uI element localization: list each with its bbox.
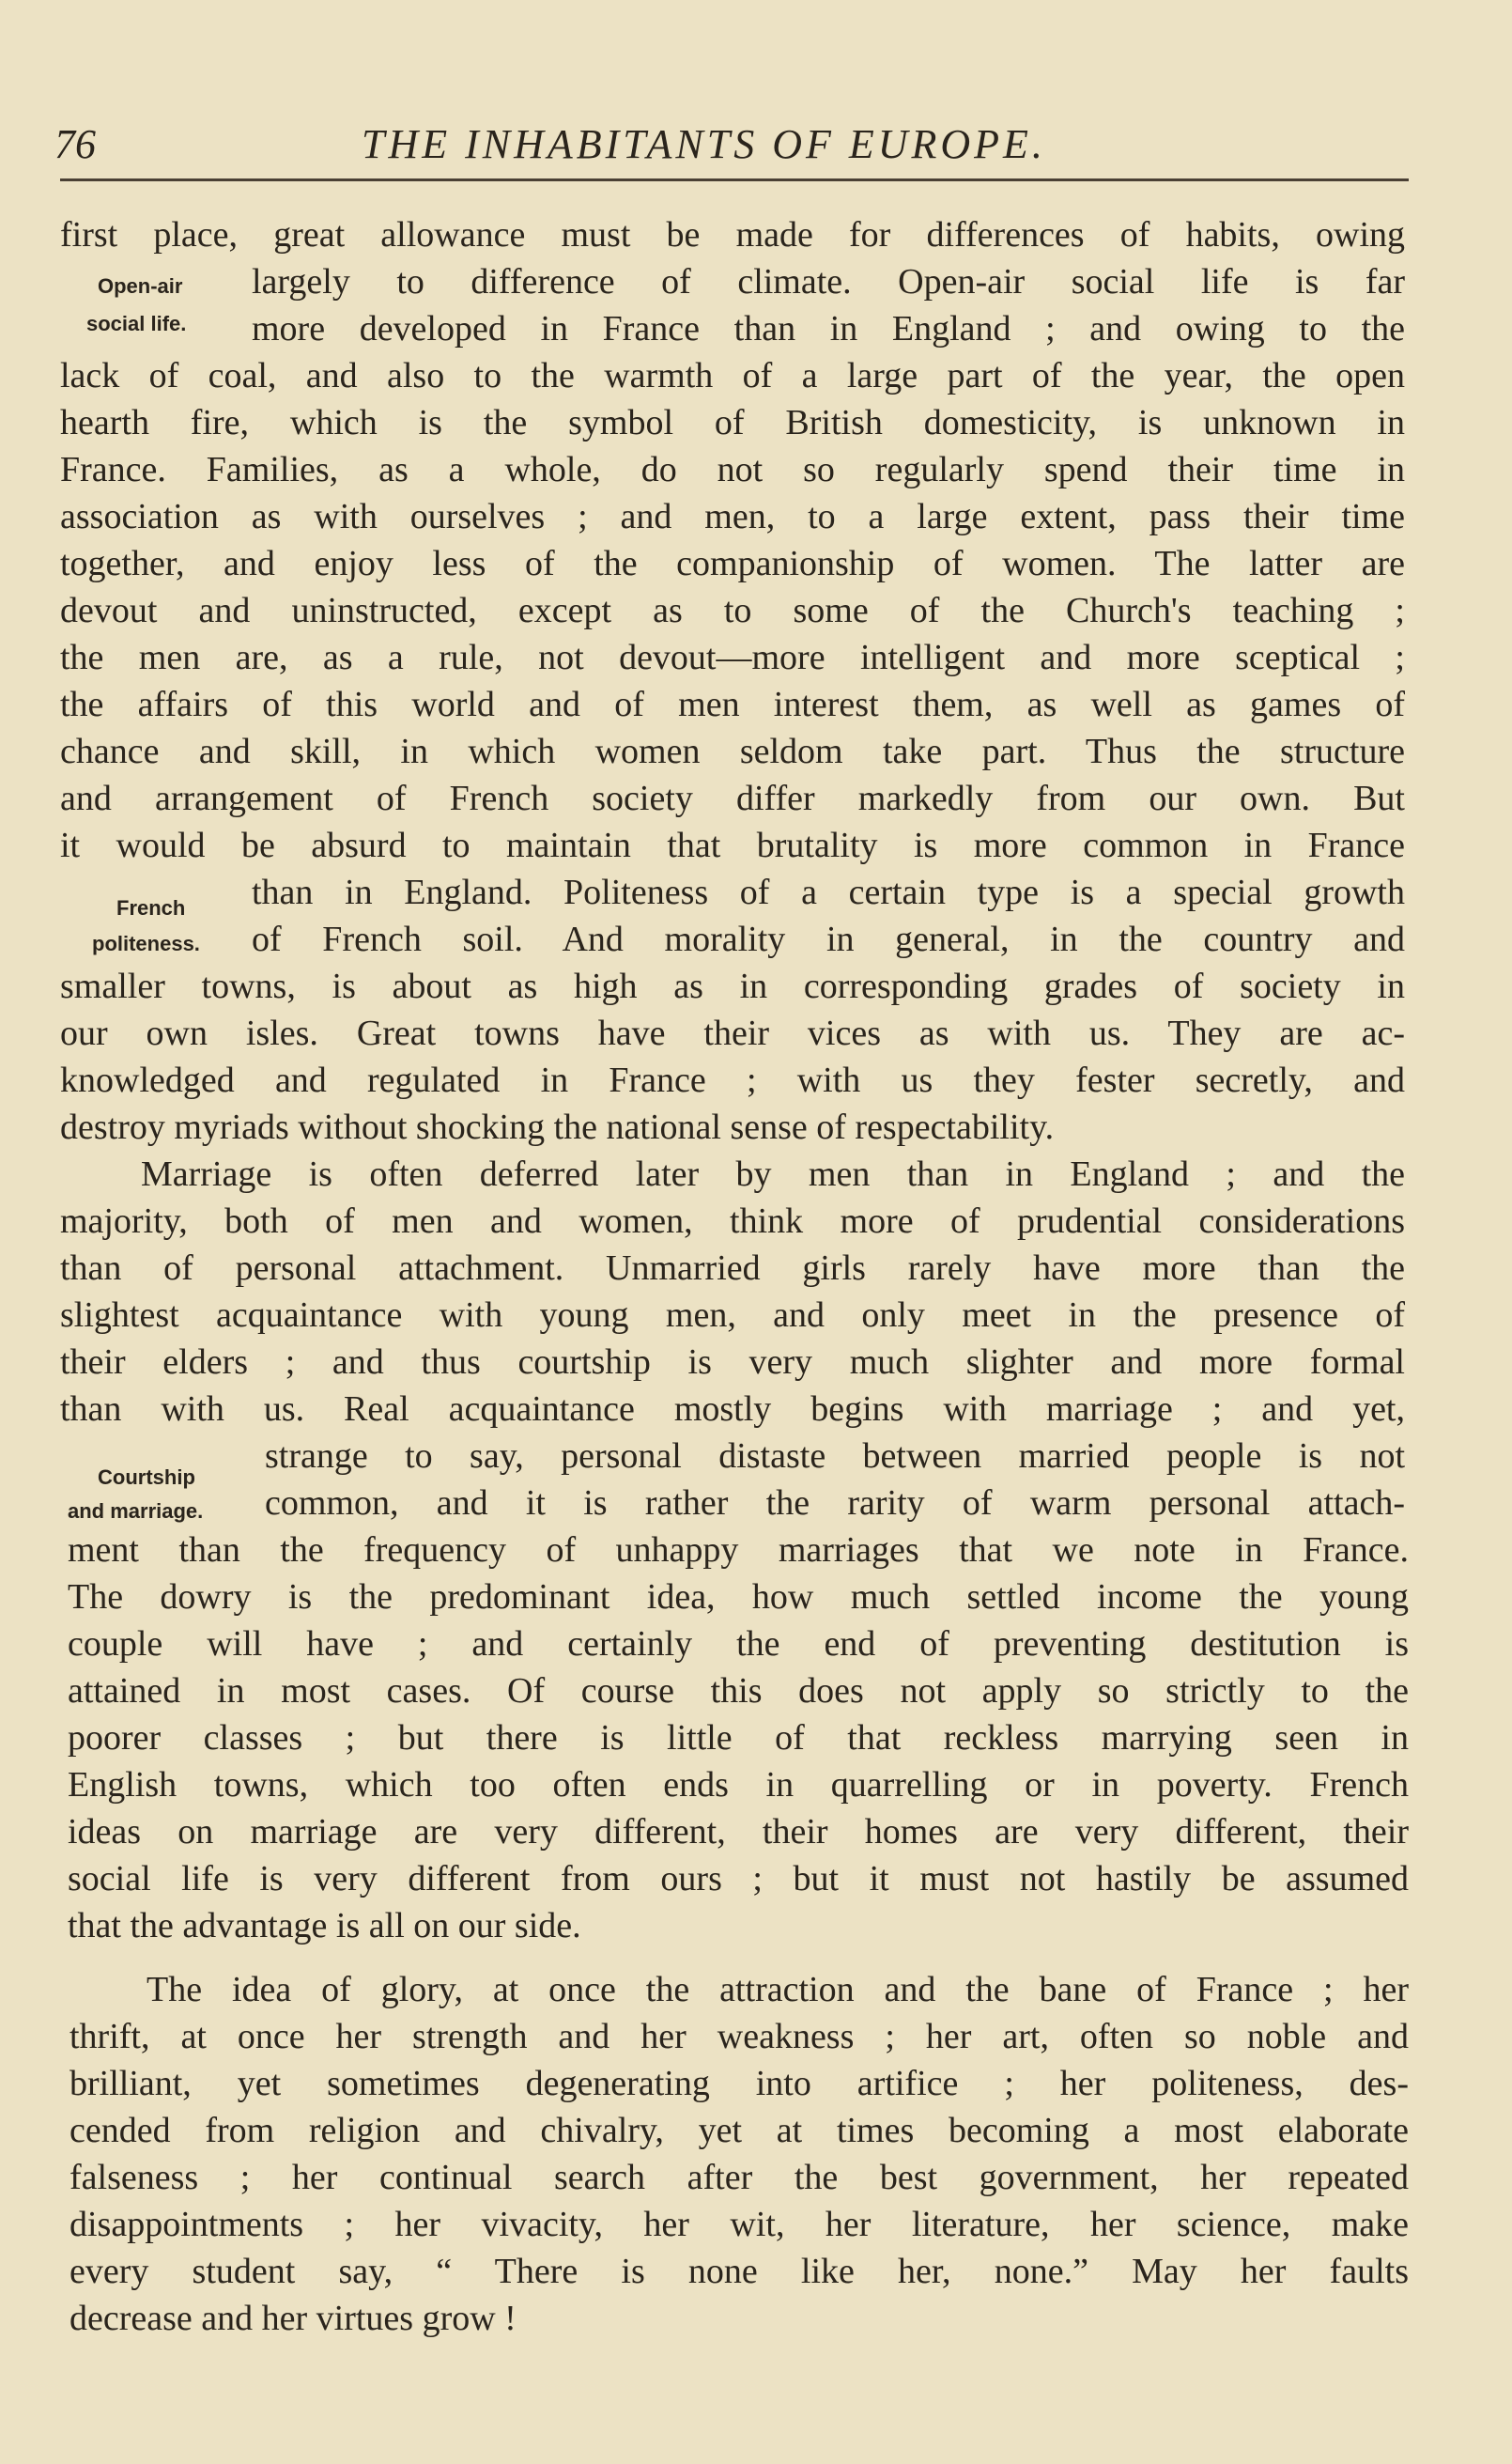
text-line: and arrangement of French society differ markedly from our own. But <box>60 779 1405 818</box>
text-line: poorer classes ; but there is little of that reckless marrying seen in <box>68 1718 1409 1758</box>
text-line: social life is very different from ours ; but it must not hastily be assumed <box>68 1859 1409 1898</box>
text-line: every student say, “ There is none like her, none.” May her faults <box>69 2252 1409 2291</box>
sidenote-politeness: politeness. <box>92 932 200 955</box>
text-line: their elders ; and thus courtship is very much slighter and more formal <box>60 1342 1405 1382</box>
text-line: slightest acquaintance with young men, and only meet in the presence of <box>60 1295 1405 1335</box>
text-line: devout and uninstructed, except as to some of the Church's teaching ; <box>60 591 1405 630</box>
text-line: knowledged and regulated in France ; with us they fester secretly, and <box>60 1061 1405 1100</box>
text-line: decrease and her virtues grow ! <box>69 2299 517 2338</box>
text-line: destroy myriads without shocking the national sense of respectability. <box>60 1108 1055 1147</box>
text-line: strange to say, personal distaste between married people is not <box>265 1436 1405 1476</box>
text-line: first place, great allowance must be made for differences of habits, owing <box>60 215 1405 255</box>
text-line: ment than the frequency of unhappy marriages that we note in France. <box>68 1530 1409 1570</box>
sidenote-french: French <box>116 896 186 920</box>
text-line: couple will have ; and certainly the end of preventing destitution is <box>68 1624 1409 1664</box>
text-line: that the advantage is all on our side. <box>68 1906 581 1945</box>
text-line: than of personal attachment. Unmarried girls rarely have more than the <box>60 1248 1405 1288</box>
text-line: chance and skill, in which women seldom take part. Thus the structure <box>60 732 1405 771</box>
text-line: more developed in France than in England ; and owing to the <box>252 309 1405 349</box>
text-line: attained in most cases. Of course this does not apply so strictly to the <box>68 1671 1409 1711</box>
text-line: than with us. Real acquaintance mostly begins with marriage ; and yet, <box>60 1389 1405 1429</box>
sidenote-courtship: Courtship <box>98 1465 195 1489</box>
text-line: cended from religion and chivalry, yet at times becoming a most elaborate <box>69 2111 1409 2150</box>
text-line: brilliant, yet sometimes degenerating into artifice ; her politeness, des- <box>69 2064 1409 2103</box>
text-line: The dowry is the predominant idea, how much settled income the young <box>68 1577 1409 1617</box>
running-title: THE INHABITANTS OF EUROPE. <box>362 121 1046 167</box>
text-line: smaller towns, is about as high as in corresponding grades of society in <box>60 967 1405 1006</box>
text-line: together, and enjoy less of the companionship of women. The latter are <box>60 544 1405 583</box>
header-rule <box>60 178 1409 181</box>
text-line: the men are, as a rule, not devout—more intelligent and more sceptical ; <box>60 638 1405 677</box>
text-line: common, and it is rather the rarity of warm personal attach- <box>265 1483 1405 1523</box>
sidenote-and-marriage: and marriage. <box>68 1499 204 1523</box>
text-line: lack of coal, and also to the warmth of a large part of the year, the open <box>60 356 1405 395</box>
text-line: Marriage is often deferred later by men than in England ; and the <box>141 1155 1405 1194</box>
text-line: our own isles. Great towns have their vices as with us. They are ac- <box>60 1014 1405 1053</box>
text-line: majority, both of men and women, think more of prudential considerations <box>60 1201 1405 1241</box>
text-line: France. Families, as a whole, do not so regularly spend their time in <box>60 450 1405 489</box>
text-line: falseness ; her continual search after the best government, her repeated <box>69 2158 1409 2197</box>
page-header <box>0 0 1512 207</box>
text-line: hearth fire, which is the symbol of British domesticity, is unknown in <box>60 403 1405 442</box>
text-line: disappointments ; her vivacity, her wit, her literature, her science, make <box>69 2205 1409 2244</box>
text-line: it would be absurd to maintain that brutality is more common in France <box>60 826 1405 865</box>
page-number: 76 <box>54 121 96 167</box>
text-line: association as with ourselves ; and men, to a large extent, pass their time <box>60 497 1405 536</box>
text-line: ideas on marriage are very different, their homes are very different, their <box>68 1812 1409 1852</box>
text-line: the affairs of this world and of men interest them, as well as games of <box>60 685 1405 724</box>
text-line: The idea of glory, at once the attraction and the bane of France ; her <box>147 1970 1409 2009</box>
text-line: largely to difference of climate. Open-air social life is far <box>252 262 1405 302</box>
text-line: English towns, which too often ends in quarrelling or in poverty. French <box>68 1765 1409 1805</box>
sidenote-social-life: social life. <box>86 312 187 335</box>
text-line: thrift, at once her strength and her weakness ; her art, often so noble and <box>69 2017 1409 2056</box>
text-line: than in England. Politeness of a certain type is a special growth <box>252 873 1405 912</box>
sidenote-open-air: Open-air <box>98 274 183 298</box>
text-line: of French soil. And morality in general, in the country and <box>252 920 1405 959</box>
